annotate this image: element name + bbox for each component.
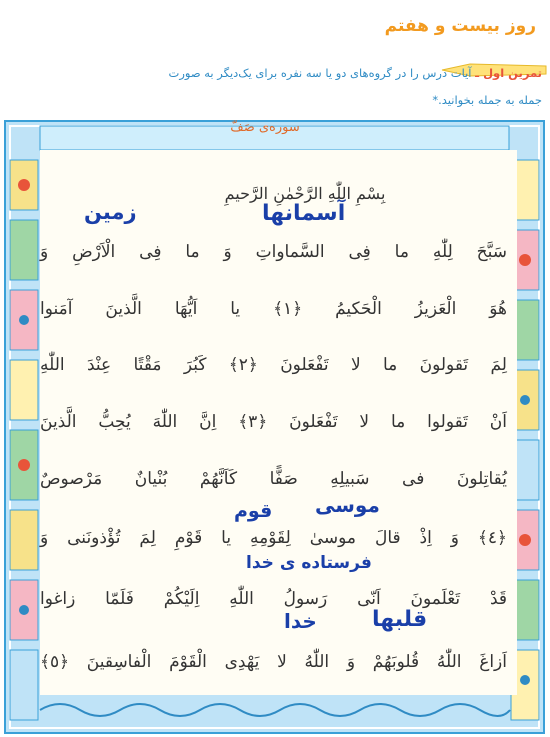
- exercise-text: آیات درس را در گروه‌های دو یا سه نفره برای یک‌دیگر به صورت: [168, 66, 472, 80]
- verse-line-6: ﴿٤﴾ وَ اِذْ قالَ موسیٰ لِقَوْمِهِ یا قَوْمِ لِمَ تُؤْذونَنی وَ: [40, 528, 507, 548]
- annotation-asmanha: آسمانها: [262, 201, 346, 226]
- exercise-label: تمرین اول ـ: [475, 66, 542, 80]
- exercise-instruction-line2: جمله به جمله بخوانید.*: [432, 93, 542, 107]
- annotation-qalbha: قلبها: [372, 607, 428, 632]
- annotation-frestade-khoda: فرستاده ی خدا: [246, 553, 372, 573]
- verse-line-2: هُوَ الْعَزیزُ الْحَکیمُ ﴿١﴾ یا اَیُّهَا الَّذینَ آمَنوا: [40, 299, 507, 319]
- verse-line-4: اَنْ تَقولوا ما لا تَفْعَلونَ ﴿٣﴾ اِنَّ اللّٰهَ یُحِبُّ الَّذینَ: [40, 412, 507, 432]
- annotation-musa: موسی: [315, 493, 380, 517]
- verse-line-8: اَزاغَ اللّٰهُ قُلوبَهُمْ وَ اللّٰهُ لا یَهْدِی الْقَوْمَ الْفاسِقینَ ﴿٥﴾: [40, 652, 507, 672]
- verse-line-1: سَبَّحَ لِلّٰهِ ما فِی السَّماواتِ وَ ما فِی الْاَرْضِ وَ: [40, 242, 507, 262]
- basmala: بِسْمِ اللّٰهِ الرَّحْمٰنِ الرَّحیمِ: [224, 184, 386, 203]
- day-title: روز بیست و هفتم: [384, 16, 536, 36]
- verse-line-3: لِمَ تَقولونَ ما لا تَفْعَلونَ ﴿٢﴾ کَبُرَ مَقْتًا عِنْدَ اللّٰهِ: [40, 355, 507, 375]
- annotation-zamin: زمین: [84, 200, 137, 224]
- verse-line-5: یُقاتِلونَ فی سَبیلِهِ صَفًّا کَاَنَّهُمْ بُنْیانٌ مَرْصوصٌ: [40, 469, 507, 489]
- annotation-qawm: قوم: [234, 500, 273, 522]
- verse-line-7: قَدْ تَعْلَمونَ اَنّی رَسولُ اللّٰهِ اِلَیْکُمْ فَلَمّا زاغوا: [40, 589, 507, 609]
- surah-title: سوره‌ی صَفّ: [230, 120, 300, 135]
- annotation-khoda: خدا: [284, 609, 317, 633]
- exercise-instruction-line1: [169, 66, 543, 80]
